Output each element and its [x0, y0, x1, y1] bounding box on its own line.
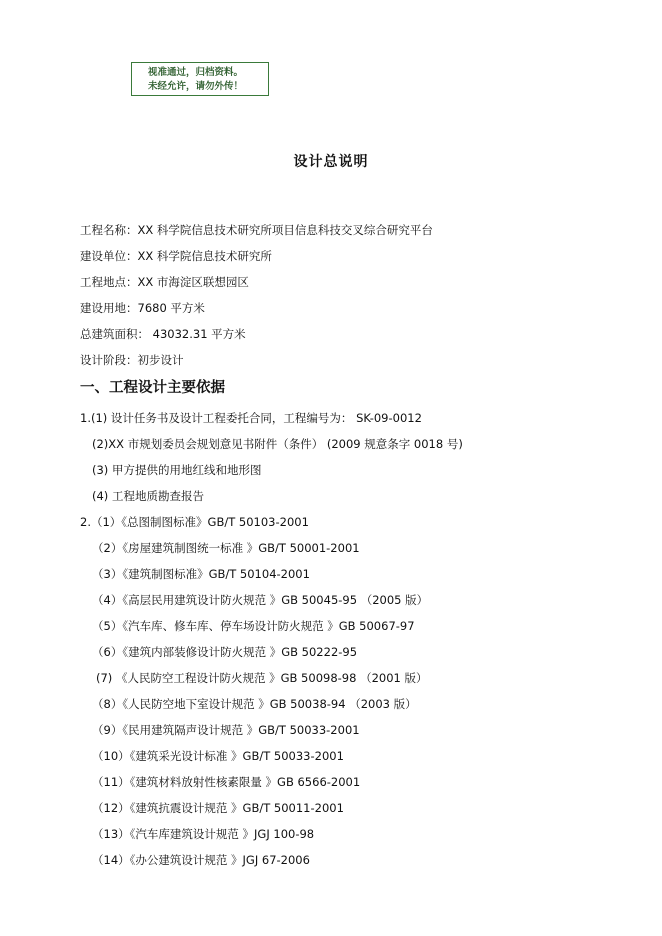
construction-unit: 建设单位：XX 科学院信息技术研究所 — [80, 249, 272, 263]
site-area: 建设用地：7680 平方米 — [80, 301, 205, 315]
standard-item: （4）《高层民用建筑设计防火规范 》GB 50045-95 （2005 版） — [92, 593, 429, 607]
design-stage: 设计阶段：初步设计 — [80, 353, 184, 367]
basis-item: (2)XX 市规划委员会规划意见书附件（条件） (2009 规意条字 0018 号) — [92, 437, 463, 451]
basis-item: (4) 工程地质勘查报告 — [92, 489, 204, 503]
standard-item: (7) 《人民防空工程设计防火规范 》GB 50098-98 （2001 版） — [96, 671, 428, 685]
basis-item: (3) 甲方提供的用地红线和地形图 — [92, 463, 262, 477]
standard-item: （8）《人民防空地下室设计规范 》GB 50038-94 （2003 版） — [92, 697, 417, 711]
basis-item: 1.(1) 设计任务书及设计工程委托合同，工程编号为： SK-09-0012 — [80, 411, 422, 425]
standard-item: （12）《建筑抗震设计规范 》GB/T 50011-2001 — [92, 801, 344, 815]
page-title: 设计总说明 — [293, 154, 369, 170]
stamp-line-2: 未经允许，请勿外传！ — [148, 81, 244, 92]
standard-item: （3）《建筑制图标准》GB/T 50104-2001 — [92, 567, 310, 581]
standard-item: （14）《办公建筑设计规范 》JGJ 67-2006 — [92, 853, 310, 867]
standard-item: （6）《建筑内部装修设计防火规范 》GB 50222-95 — [92, 645, 358, 659]
project-location: 工程地点：XX 市海淀区联想园区 — [80, 275, 249, 289]
standard-item: （13）《汽车库建筑设计规范 》JGJ 100-98 — [92, 827, 315, 841]
standard-item: （9）《民用建筑隔声设计规范 》GB/T 50033-2001 — [92, 723, 360, 737]
standard-item: （11）《建筑材料放射性核素限量 》GB 6566-2001 — [92, 775, 361, 789]
standard-item: （5）《汽车库、修车库、停车场设计防火规范 》GB 50067-97 — [92, 619, 415, 633]
standard-item: （2）《房屋建筑制图统一标准 》GB/T 50001-2001 — [92, 541, 360, 555]
section-heading-basis: 一、工程设计主要依据 — [80, 380, 225, 396]
standard-item: （10）《建筑采光设计标准 》GB/T 50033-2001 — [92, 749, 344, 763]
total-floor-area: 总建筑面积： 43032.31 平方米 — [80, 327, 246, 341]
standard-item: 2.（1）《总图制图标准》GB/T 50103-2001 — [80, 515, 309, 529]
stamp-line-1: 视准通过，归档资料。 — [148, 67, 244, 78]
approval-stamp — [131, 62, 269, 96]
project-name: 工程名称：XX 科学院信息技术研究所项目信息科技交叉综合研究平台 — [80, 223, 433, 237]
